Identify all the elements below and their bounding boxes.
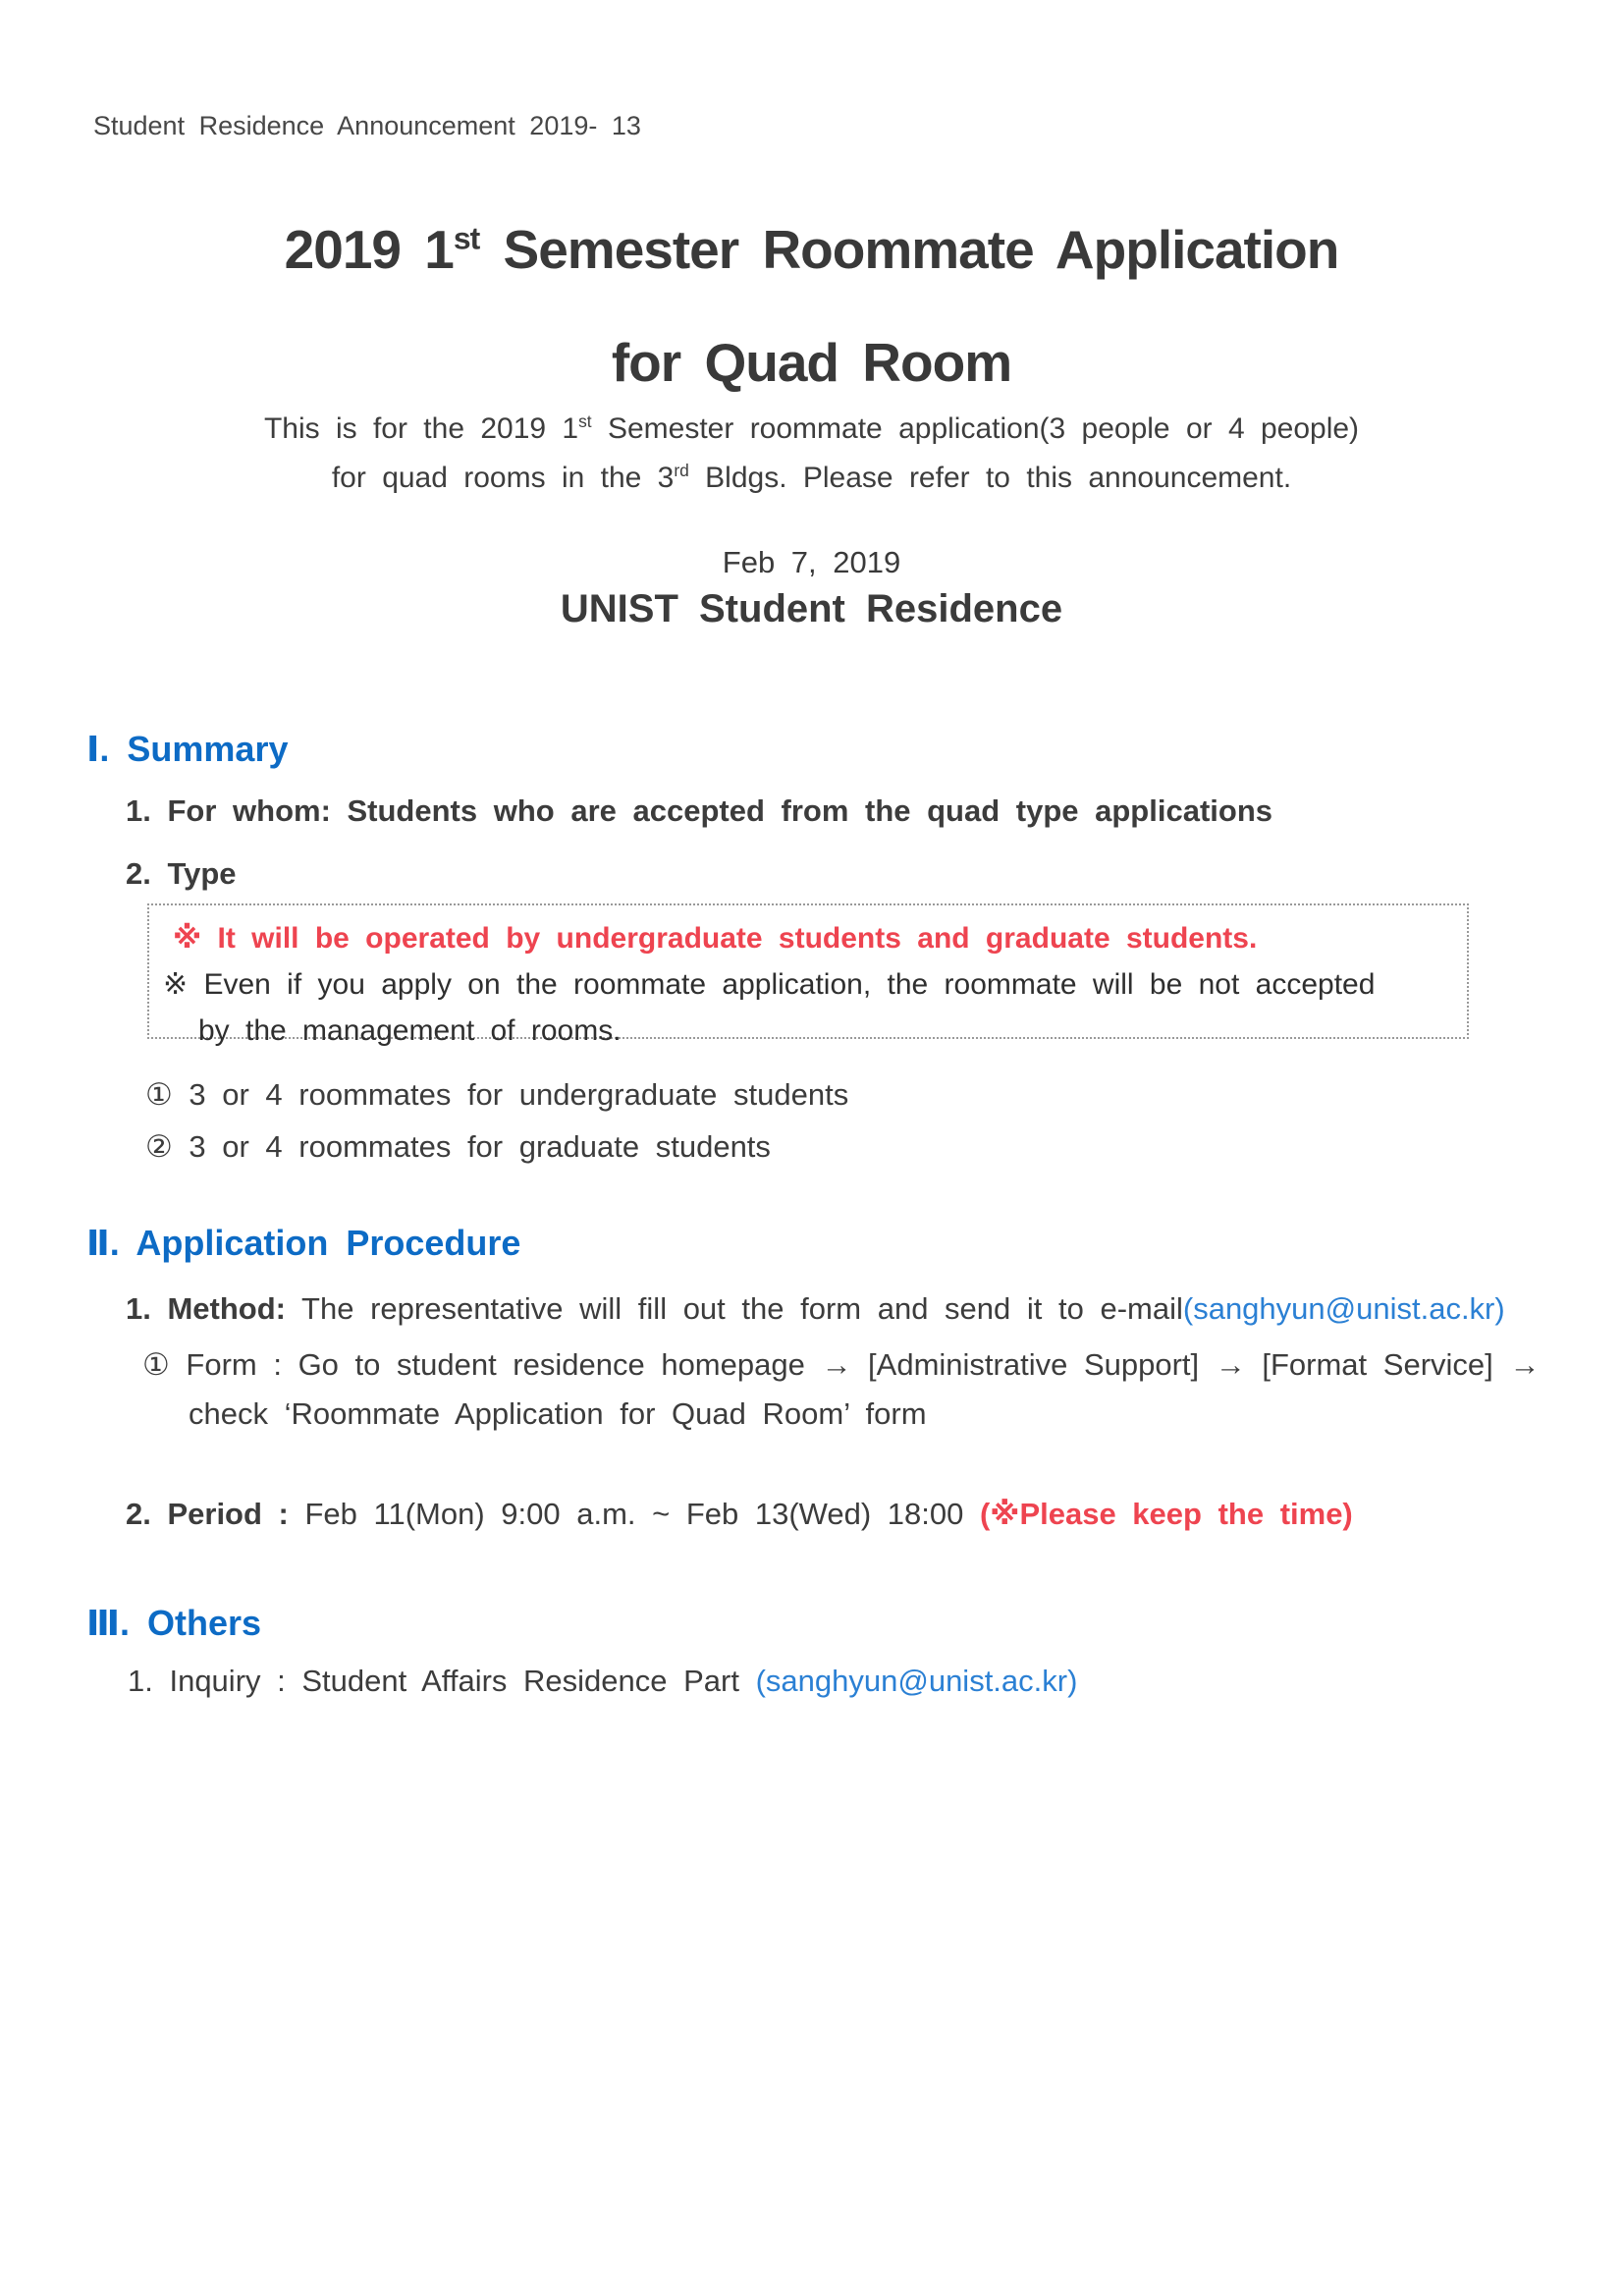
page-header-ref: Student Residence Announcement 2019- 13: [93, 111, 641, 140]
section-others-heading: Ⅲ. Others: [86, 1603, 262, 1643]
bullet-graduate: ② 3 or 4 roommates for graduate students: [145, 1129, 771, 1164]
period-line: [126, 1497, 1353, 1532]
period-text: Feb 11(Mon) 9:00 a.m. ~ Feb 13(Wed) 18:00: [288, 1497, 980, 1531]
intro-line2: [0, 462, 1623, 495]
method-line: [126, 1291, 1505, 1327]
period-label: 2. Period :: [126, 1497, 289, 1531]
org-line: UNIST Student Residence: [560, 587, 1063, 630]
inquiry-line: [128, 1664, 1077, 1699]
period-note: (※Please keep the time): [979, 1497, 1353, 1531]
section-summary-heading: Ⅰ. Summary: [86, 729, 289, 769]
intro-line1: [0, 412, 1623, 446]
doc-title-ordinal-st: st: [453, 220, 480, 256]
intro-ordinal-rd: rd: [674, 461, 689, 480]
intro-ordinal-st: st: [578, 411, 592, 431]
intro-line2-suffix: Bldgs. Please refer to this announcement.: [688, 462, 1292, 494]
form-line-2: check ‘Roommate Application for Quad Room’ form: [189, 1396, 927, 1431]
notice-line-even-if: ※ Even if you apply on the roommate application, the roommate will be not accepted: [163, 968, 1376, 1001]
doc-title-line1: [0, 218, 1623, 281]
notice-line-operated: ※ It will be operated by undergraduate students and graduate students.: [173, 922, 1258, 955]
date-line: Feb 7, 2019: [722, 545, 901, 579]
summary-item-for-whom: 1. For whom: Students who are accepted from the quad type applications: [126, 793, 1272, 828]
notice-line-cont: by the management of rooms.: [198, 1014, 622, 1047]
intro-line1-prefix: This is for the 2019 1: [263, 412, 579, 445]
doc-title-line1-suffix: Semester Roommate Application: [479, 219, 1339, 280]
doc-title-line2: for Quad Room: [611, 332, 1012, 393]
method-label: 1. Method:: [126, 1291, 286, 1326]
form-line-1: ① Form : Go to student residence homepage → [Administrative Support] → [Format Service] →: [142, 1347, 1541, 1382]
bullet-undergraduate: ① 3 or 4 roommates for undergraduate students: [145, 1077, 849, 1112]
summary-item-type: 2. Type: [126, 856, 237, 891]
section-procedure-heading: Ⅱ. Application Procedure: [86, 1223, 521, 1263]
intro-line1-suffix: Semester roommate application(3 people or 4 people): [591, 412, 1360, 445]
notice-box: [147, 903, 1469, 1047]
method-email: (sanghyun@unist.ac.kr): [1182, 1291, 1505, 1326]
inquiry-email: (sanghyun@unist.ac.kr): [755, 1664, 1078, 1698]
intro-line2-prefix: for quad rooms in the 3: [331, 462, 675, 494]
inquiry-text: 1. Inquiry : Student Affairs Residence Part: [128, 1664, 756, 1698]
method-text: The representative will fill out the form and send it to e-mail: [286, 1291, 1183, 1326]
doc-title-line1-prefix: 2019 1: [284, 219, 454, 280]
